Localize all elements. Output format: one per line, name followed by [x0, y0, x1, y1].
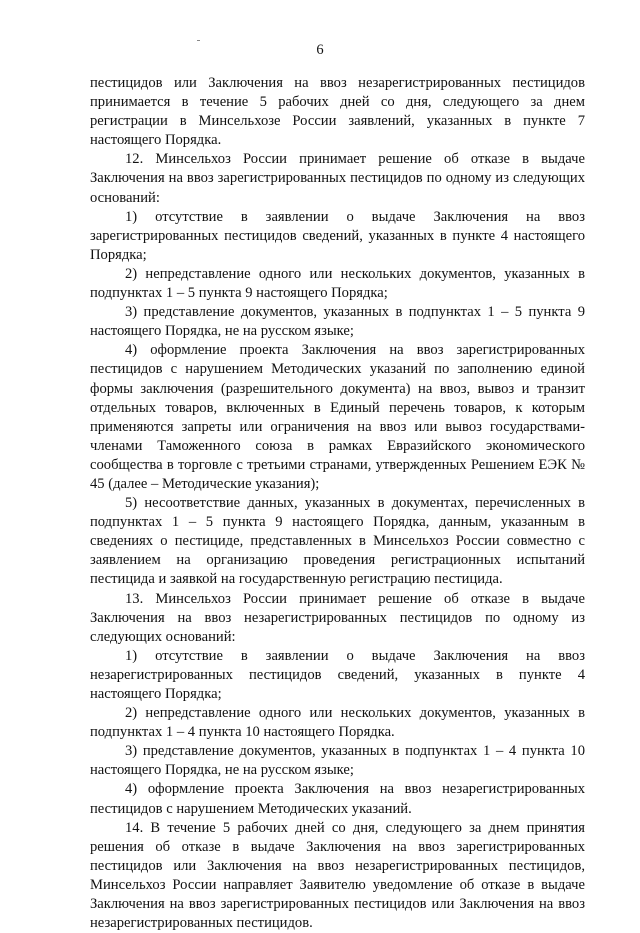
paragraph-13-item-2: 2) непредставление одного или нескольких документов, указанных в подпунктах 1 – 4 пункта 10 настоящего Порядка. [90, 705, 585, 741]
paragraph-clause-13: 13. Минсельхоз России принимает решение об отказе в выдаче Заключения на ввоз незарегистрированных пестицидов по одному из следующих оснований: [90, 590, 585, 645]
paragraph-12-item-4: 4) оформление проекта Заключения на ввоз зарегистрированных пестицидов с нарушением Методических указаний по заполнению единой формы заключения (разрешительного документа) на ввоз, вывоз и транзит отдельных товаров, включенных в Единый перечень товаров, к которым применяются запреты или ограничения на ввоз или вывоз государствами-членами Таможенного союза в рамках Евразийского экономического сообщества в торговле с третьими странами, утвержденных Решением ЕЭК № 45 (далее – Методические указания); [90, 342, 585, 492]
paragraph-continuation: пестицидов или Заключения на ввоз незарегистрированных пестицидов принимается в течение 5 рабочих дней со дня, следующего за днем регистрации в Минсельхозе России заявлений, указанных в пункте 7 настоящего Порядка. [90, 75, 585, 149]
paragraph-13-item-3: 3) представление документов, указанных в подпунктах 1 – 4 пункта 10 настоящего Порядка, не на русском языке; [90, 743, 585, 779]
paragraph-clause-12: 12. Минсельхоз России принимает решение об отказе в выдаче Заключения на ввоз зарегистрированных пестицидов по одному из следующих оснований: [90, 151, 585, 206]
paragraph-13-item-4: 4) оформление проекта Заключения на ввоз незарегистрированных пестицидов с нарушением Методических указаний. [90, 781, 585, 817]
page-number: 6 [316, 42, 324, 58]
document-body [90, 74, 585, 933]
paragraph-12-item-1: 1) отсутствие в заявлении о выдаче Заключения на ввоз зарегистрированных пестицидов сведений, указанных в пункте 4 настоящего Порядка; [90, 208, 585, 263]
paragraph-13-item-1: 1) отсутствие в заявлении о выдаче Заключения на ввоз незарегистрированных пестицидов сведений, указанных в пункте 4 настоящего Порядка; [90, 647, 585, 702]
paragraph-12-item-5: 5) несоответствие данных, указанных в документах, перечисленных в подпунктах 1 – 5 пункта 9 настоящего Порядка, данным, указанным в сведениях о пестициде, представленных в Минсельхоз России совместно с заявлением на организацию проведения регистрационных испытаний пестицида и заявкой на государственную регистрацию пестицида. [90, 495, 585, 588]
paragraph-12-item-2: 2) непредставление одного или нескольких документов, указанных в подпунктах 1 – 5 пункта 9 настоящего Порядка; [90, 265, 585, 302]
paragraph-clause-14: 14. В течение 5 рабочих дней со дня, следующего за днем принятия решения об отказе в выдаче Заключения на ввоз зарегистрированных пестицидов или Заключения на ввоз незарегистрированных пестицидов, Минсельхоз России направляет Заявителю уведомление об отказе в выдаче Заключения на ввоз зарегистрированных пестицидов или Заключения на ввоз незарегистрированных пестицидов. [90, 819, 585, 932]
paragraph-12-item-3: 3) представление документов, указанных в подпунктах 1 – 5 пункта 9 настоящего Порядка, не на русском языке; [90, 304, 585, 340]
